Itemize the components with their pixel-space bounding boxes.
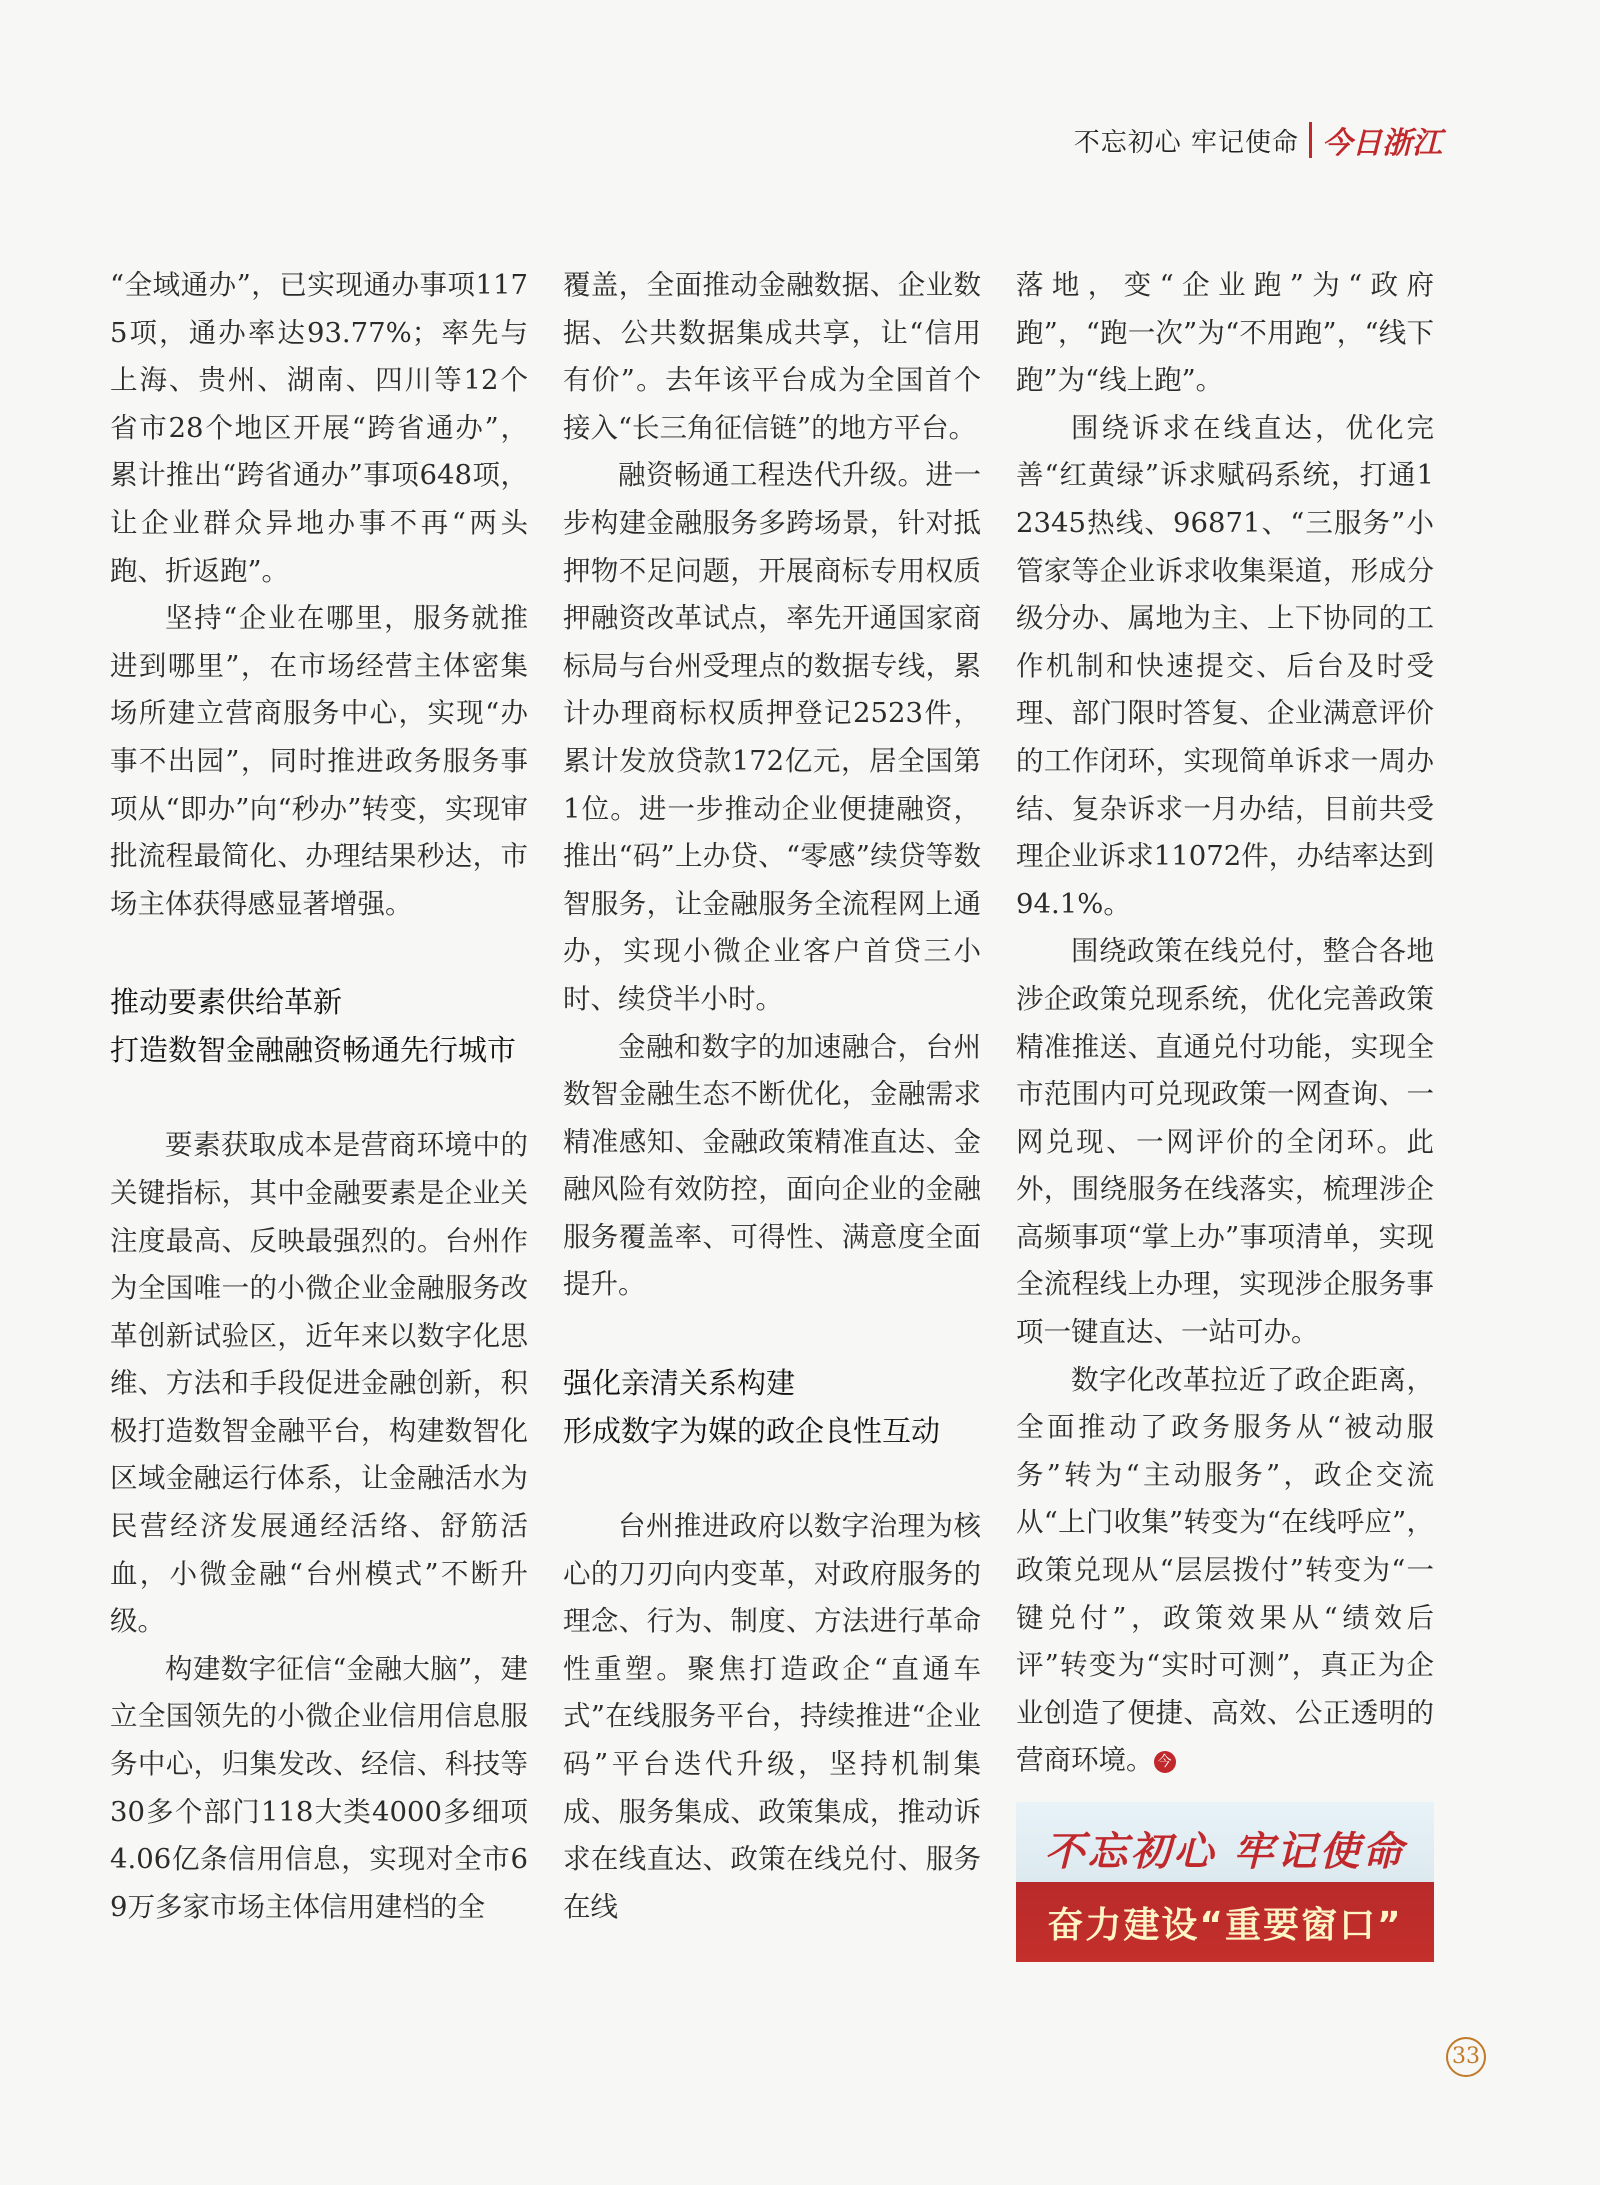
paragraph-final xyxy=(1016,1357,1434,1785)
paragraph: 台州推进政府以数字治理为核心的刀刃向内变革，对政府服务的理念、行为、制度、方法进行革命性重塑。聚焦打造政企“直通车式”在线服务平台，持续推进“企业码”平台迭代升级，坚持机制集成、服务集成、政策集成，推动诉求在线直达、政策在线兑付、服务在线 xyxy=(563,1510,981,1923)
article-column-3 xyxy=(1016,262,1434,1785)
paragraph: 金融和数字的加速融合，台州数智金融生态不断优化，金融需求精准感知、金融政策精准直达、金融风险有效防控，面向企业的金融服务覆盖率、可得性、满意度全面提升。 xyxy=(563,1030,981,1301)
article-column-2 xyxy=(563,262,981,1931)
paragraph: 覆盖，全面推动金融数据、企业数据、公共数据集成共享，让“信用有价”。去年该平台成为全国首个接入“长三角征信链”的地方平台。 xyxy=(563,269,981,444)
header-slogan: 不忘初心 牢记使命 xyxy=(1073,127,1299,158)
end-mark-icon: 今 xyxy=(1154,1751,1176,1773)
paragraph: 坚持“企业在哪里，服务就推进到哪里”，在市场经营主体密集场所建立营商服务中心，实现“办事不出园”，同时推进政务服务事项从“即办”向“秒办”转变，实现审批流程最简化、办理结果秒达，市场主体获得感显著增强。 xyxy=(110,602,528,920)
paragraph-text: 数字化改革拉近了政企距离，全面推动了政务服务从“被动服务”转为“主动服务”，政企交流从“上门收集”转变为“在线呼应”，政策兑现从“层层拨付”转变为“一键兑付”，政策效果从“绩效后评”转变为“实时可测”，真正为企业创造了便捷、高效、公正透明的营商环境。 xyxy=(1016,1363,1434,1777)
banner-subtitle: 奋力建设“重要窗口” xyxy=(1047,1905,1403,1946)
paragraph: 落地，变“企业跑”为“政府跑”，“跑一次”为“不用跑”，“线下跑”为“线上跑”。 xyxy=(1016,269,1434,397)
section-heading xyxy=(110,978,528,1074)
section-heading xyxy=(563,1359,981,1455)
paragraph: “全域通办”，已实现通办事项1175项，通办率达93.77%；率先与上海、贵州、湖南、四川等12个省市28个地区开展“跨省通办”，累计推出“跨省通办”事项648项，让企业群众异地办事不再“两头跑、折返跑”。 xyxy=(110,269,528,587)
page-header xyxy=(1074,118,1442,162)
paragraph: 构建数字征信“金融大脑”，建立全国领先的小微企业信用信息服务中心，归集发改、经信、科技等30多个部门118大类4000多细项4.06亿条信用信息，实现对全市69万多家市场主体信用建档的全 xyxy=(110,1652,528,1923)
header-divider xyxy=(1309,122,1312,158)
paragraph: 围绕诉求在线直达，优化完善“红黄绿”诉求赋码系统，打通12345热线、96871、“三服务”小管家等企业诉求收集渠道，形成分级分办、属地为主、上下协同的工作机制和快速提交、后台及时受理、部门限时答复、企业满意评价的工作闭环，实现简单诉求一周办结、复杂诉求一月办结，目前共受理企业诉求11072件，办结率达到94.1%。 xyxy=(1016,411,1434,920)
paragraph: 要素获取成本是营商环境中的关键指标，其中金融要素是企业关注度最高、反映最强烈的。台州作为全国唯一的小微企业金融服务改革创新试验区，近年来以数字化思维、方法和手段促进金融创新，积极打造数智金融平台，构建数智化区域金融运行体系，让金融活水为民营经济发展通经活络、舒筋活血，小微金融“台州模式”不断升级。 xyxy=(110,1129,528,1638)
article-column-1 xyxy=(110,262,528,1931)
section-heading-line: 推动要素供给革新 xyxy=(110,985,343,1020)
page-number: 33 xyxy=(1446,2037,1486,2077)
banner-calligraphy: 不忘初心 牢记使命 xyxy=(1044,1828,1406,1875)
paragraph: 围绕政策在线兑付，整合各地涉企政策兑现系统，优化完善政策精准推送、直通兑付功能，实现全市范围内可兑现政策一网查询、一网兑现、一网评价的全闭环。此外，围绕服务在线落实，梳理涉企高频事项“掌上办”事项清单，实现全流程线上办理，实现涉企服务事项一键直达、一站可办。 xyxy=(1016,935,1434,1349)
section-heading-line: 形成数字为媒的政企良性互动 xyxy=(563,1414,941,1449)
section-heading-line: 打造数智金融融资畅通先行城市 xyxy=(110,1033,517,1068)
paragraph: 融资畅通工程迭代升级。进一步构建金融服务多跨场景，针对抵押物不足问题，开展商标专用权质押融资改革试点，率先开通国家商标局与台州受理点的数据专线，累计办理商标权质押登记2523件，累计发放贷款172亿元，居全国第1位。进一步推动企业便捷融资，推出“码”上办贷、“零感”续贷等数智服务，让金融服务全流程网上通办，实现小微企业客户首贷三小时、续贷半小时。 xyxy=(563,459,981,1015)
section-heading-line: 强化亲清关系构建 xyxy=(563,1366,796,1401)
magazine-logo: 今日浙江 xyxy=(1322,126,1442,161)
slogan-banner xyxy=(1016,1802,1434,1962)
